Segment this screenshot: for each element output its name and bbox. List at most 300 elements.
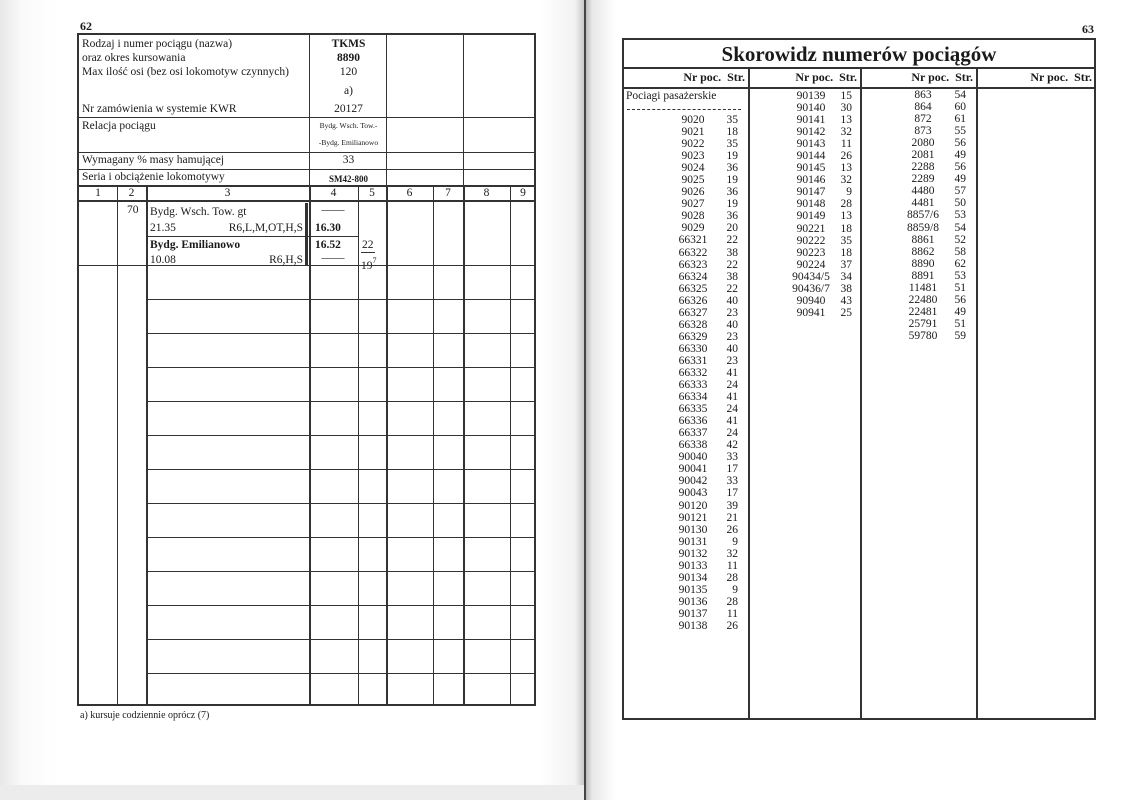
page-ref: 21 bbox=[726, 511, 738, 524]
train-number: 66332 bbox=[678, 366, 708, 379]
footnote: a) kursuje codziennie oprócz (7) bbox=[80, 710, 210, 721]
page-ref: 39 bbox=[726, 499, 738, 512]
train-number: 90434/5 bbox=[792, 270, 830, 283]
page-ref: 56 bbox=[954, 161, 966, 174]
index-entry bbox=[624, 500, 748, 512]
train-number: 59780 bbox=[908, 329, 938, 342]
train-number: 2081 bbox=[911, 149, 935, 162]
index-entry bbox=[624, 162, 748, 174]
train-number: 9020 bbox=[681, 114, 705, 126]
col5-bottom bbox=[361, 254, 377, 273]
train-number: 25791 bbox=[908, 317, 938, 330]
index-entry bbox=[748, 198, 860, 210]
page-edge-shadow bbox=[0, 785, 586, 800]
train-number: 90135 bbox=[678, 583, 708, 596]
train-number: 90149 bbox=[796, 210, 826, 223]
index-entry bbox=[624, 487, 748, 499]
page-ref: 51 bbox=[954, 317, 966, 330]
index-entry bbox=[624, 174, 748, 186]
index-entry bbox=[860, 101, 976, 113]
column-header bbox=[860, 70, 973, 85]
page-ref: 22 bbox=[726, 234, 738, 247]
train-number: 90222 bbox=[796, 234, 826, 247]
divider bbox=[79, 117, 534, 118]
divider bbox=[433, 185, 434, 706]
index-entry bbox=[860, 258, 976, 270]
index-entry bbox=[860, 222, 976, 234]
col5-superscript: 7 bbox=[372, 256, 377, 265]
page-ref: 25 bbox=[840, 306, 852, 319]
train-number: 66337 bbox=[678, 427, 708, 440]
station-km: 10.08 bbox=[150, 254, 176, 266]
page-ref: 60 bbox=[954, 101, 966, 114]
page-ref: 40 bbox=[726, 318, 738, 331]
page-ref: 9 bbox=[846, 186, 852, 199]
index-entry bbox=[860, 89, 976, 101]
page-ref: 49 bbox=[954, 305, 966, 318]
train-number: 863 bbox=[914, 89, 932, 101]
divider bbox=[146, 401, 534, 402]
index-entry bbox=[624, 210, 748, 222]
train-number: 90146 bbox=[796, 174, 826, 187]
index-entry bbox=[624, 620, 748, 632]
header-label-line: Nr zamówienia w systemie KWR bbox=[82, 103, 237, 115]
loco-value: SM42-800 bbox=[329, 174, 368, 184]
page-ref: 36 bbox=[726, 210, 738, 223]
index-entry bbox=[624, 114, 748, 126]
index-entry bbox=[860, 137, 976, 149]
train-number: 66329 bbox=[678, 330, 708, 343]
page-ref: 52 bbox=[954, 233, 966, 246]
train-number: 90134 bbox=[678, 571, 708, 584]
column-number: 9 bbox=[520, 187, 526, 199]
index-entry bbox=[624, 222, 748, 234]
section-label: Pociagi pasażerskie bbox=[626, 90, 717, 102]
page-ref: 17 bbox=[726, 463, 738, 476]
page-ref: 53 bbox=[954, 209, 966, 222]
divider bbox=[117, 185, 118, 706]
divider bbox=[146, 299, 534, 300]
divider bbox=[146, 571, 534, 572]
page-ref: 38 bbox=[840, 282, 852, 295]
header-label-line: Rodzaj i numer pociągu (nazwa) bbox=[82, 38, 233, 50]
index-entry bbox=[624, 259, 748, 271]
train-number: 4481 bbox=[911, 197, 935, 210]
train-number: 66331 bbox=[678, 354, 708, 367]
index-entry bbox=[624, 150, 748, 162]
column-number: 2 bbox=[128, 187, 135, 199]
column-header bbox=[748, 70, 857, 85]
divider bbox=[463, 35, 464, 185]
train-number: 90139 bbox=[796, 90, 826, 102]
page-ref: 22 bbox=[726, 282, 738, 295]
train-number: 2080 bbox=[911, 137, 935, 150]
train-number: 8861 bbox=[911, 233, 935, 246]
column-number: 4 bbox=[330, 187, 337, 199]
train-number: 90148 bbox=[796, 198, 826, 211]
order-number: 20127 bbox=[334, 103, 363, 115]
train-index-table bbox=[622, 38, 1096, 720]
page-ref: 13 bbox=[840, 114, 852, 127]
right-page bbox=[586, 0, 1140, 800]
divider bbox=[146, 639, 534, 640]
page-ref: 61 bbox=[954, 113, 966, 126]
col5-bottom-value: 19 bbox=[361, 260, 373, 272]
page-ref: 9 bbox=[732, 583, 738, 596]
page-number-left: 62 bbox=[80, 19, 92, 33]
index-entry bbox=[748, 247, 860, 259]
divider bbox=[146, 435, 534, 436]
divider bbox=[309, 35, 310, 185]
train-number: 90141 bbox=[796, 114, 826, 127]
divider bbox=[146, 503, 534, 504]
column-number: 5 bbox=[369, 187, 375, 199]
relation-line-2: -Bydg. Emilianowo bbox=[318, 138, 379, 147]
page-ref: 34 bbox=[840, 270, 852, 283]
divider bbox=[146, 367, 534, 368]
station-name: Bydg. Emilianowo bbox=[150, 239, 241, 251]
index-entry bbox=[624, 560, 748, 572]
train-number: 90042 bbox=[678, 475, 708, 488]
column-header-nr: Nr poc. bbox=[1030, 70, 1069, 84]
index-entry bbox=[748, 295, 860, 307]
page-ref: 19 bbox=[726, 174, 738, 187]
station-codes: R6,H,S bbox=[269, 254, 303, 266]
train-number: 90142 bbox=[796, 126, 826, 139]
train-number: 66323 bbox=[678, 258, 708, 271]
train-number: 9028 bbox=[681, 210, 705, 223]
train-number: 4480 bbox=[911, 185, 935, 198]
index-entry bbox=[624, 307, 748, 319]
station-km: 21.35 bbox=[150, 222, 176, 234]
header-label-line: oraz okres kursowania bbox=[82, 52, 186, 64]
page-ref: 18 bbox=[840, 246, 852, 259]
divider bbox=[463, 185, 465, 706]
page-ref: 53 bbox=[954, 269, 966, 282]
divider bbox=[79, 169, 534, 170]
index-entry bbox=[748, 283, 860, 295]
train-number: 90436/7 bbox=[792, 282, 830, 295]
index-entry bbox=[624, 355, 748, 367]
train-number: 90120 bbox=[678, 499, 708, 512]
max-axles: 120 bbox=[339, 66, 358, 78]
train-number: 873 bbox=[914, 125, 932, 138]
loco-label: Seria i obciążenie lokomotywy bbox=[82, 171, 225, 183]
divider bbox=[305, 203, 308, 265]
index-entry bbox=[748, 271, 860, 283]
train-number: 66324 bbox=[678, 270, 708, 283]
column-header-nr: Nr poc. bbox=[911, 70, 950, 84]
page-ref: 32 bbox=[726, 547, 738, 560]
page-ref: 43 bbox=[840, 294, 852, 307]
page-ref: 49 bbox=[954, 173, 966, 186]
column-number: 3 bbox=[224, 187, 231, 199]
train-number: 90041 bbox=[678, 463, 708, 476]
train-number: 90130 bbox=[678, 523, 708, 536]
station-name: Bydg. Wsch. Tow. gt bbox=[150, 206, 247, 218]
index-entry bbox=[624, 138, 748, 150]
train-number: 66335 bbox=[678, 403, 708, 416]
page-ref: 36 bbox=[726, 186, 738, 199]
train-number: 90224 bbox=[796, 258, 826, 271]
page-ref: 22 bbox=[726, 258, 738, 271]
page-ref: 9 bbox=[732, 535, 738, 548]
arrival-time: 16.52 bbox=[315, 239, 341, 251]
train-number: 872 bbox=[914, 113, 932, 126]
index-entry bbox=[624, 391, 748, 403]
index-entry bbox=[624, 319, 748, 331]
column-header-str: Str. bbox=[955, 70, 973, 84]
header-label-line: Max ilość osi (bez osi lokomotyw czynnych) bbox=[82, 66, 289, 78]
index-column-1 bbox=[624, 114, 748, 632]
index-entry bbox=[748, 186, 860, 198]
page-ref: 32 bbox=[840, 126, 852, 139]
train-number: 8890 bbox=[337, 52, 360, 64]
relation-line-1: Bydg. Wsch. Tow.- bbox=[319, 121, 378, 130]
index-entry bbox=[860, 282, 976, 294]
departure-time: 16.30 bbox=[315, 222, 341, 234]
page-ref: 40 bbox=[726, 342, 738, 355]
index-entry bbox=[860, 149, 976, 161]
page-ref: 26 bbox=[726, 523, 738, 536]
train-number: 8862 bbox=[911, 245, 935, 258]
station-codes: R6,L,M,OT,H,S bbox=[228, 222, 303, 234]
train-category: TKMS bbox=[331, 38, 366, 50]
divider bbox=[624, 87, 1094, 89]
divider bbox=[79, 152, 534, 153]
brake-label: Wymagany % masy hamującej bbox=[82, 154, 225, 166]
divider bbox=[146, 185, 148, 706]
column-number: 8 bbox=[483, 187, 490, 199]
page-ref: 19 bbox=[726, 150, 738, 163]
page-ref: 18 bbox=[726, 126, 738, 139]
page-ref: 57 bbox=[954, 185, 966, 198]
section-rule bbox=[627, 109, 741, 110]
train-number: 90221 bbox=[796, 222, 826, 235]
page-ref: 38 bbox=[726, 246, 738, 259]
page-ref: 17 bbox=[726, 487, 738, 500]
index-entry bbox=[624, 271, 748, 283]
divider bbox=[146, 605, 534, 606]
column-number: 1 bbox=[95, 187, 101, 199]
train-number: 90043 bbox=[678, 487, 708, 500]
index-entry bbox=[860, 330, 976, 342]
divider bbox=[309, 236, 358, 237]
index-entry bbox=[624, 379, 748, 391]
divider bbox=[146, 236, 309, 237]
index-entry bbox=[624, 608, 748, 620]
column-number: 6 bbox=[406, 187, 413, 199]
index-entry bbox=[624, 524, 748, 536]
divider bbox=[79, 265, 534, 266]
page-ref: 26 bbox=[726, 619, 738, 632]
page-ref: 42 bbox=[726, 439, 738, 452]
train-number: 2289 bbox=[911, 173, 935, 186]
index-entry bbox=[860, 306, 976, 318]
page-ref: 15 bbox=[840, 90, 852, 102]
page-ref: 26 bbox=[840, 150, 852, 163]
index-entry bbox=[624, 451, 748, 463]
index-entry bbox=[624, 463, 748, 475]
index-entry bbox=[624, 126, 748, 138]
brake-value: 33 bbox=[342, 154, 355, 166]
column-header bbox=[624, 70, 745, 85]
train-number: 66333 bbox=[678, 379, 708, 392]
divider bbox=[146, 469, 534, 470]
index-entry bbox=[624, 367, 748, 379]
page-ref: 23 bbox=[726, 354, 738, 367]
index-entry bbox=[860, 318, 976, 330]
train-number: 9026 bbox=[681, 186, 705, 199]
index-entry bbox=[860, 113, 976, 125]
page-ref: 20 bbox=[726, 222, 738, 235]
index-entry bbox=[860, 246, 976, 258]
train-number: 8891 bbox=[911, 269, 935, 282]
page-ref: 41 bbox=[726, 391, 738, 404]
page-ref: 41 bbox=[726, 366, 738, 379]
column-header-str: Str. bbox=[1074, 70, 1092, 84]
divider bbox=[976, 67, 978, 718]
train-number: 90132 bbox=[678, 547, 708, 560]
page-ref: 13 bbox=[840, 210, 852, 223]
index-entry bbox=[748, 162, 860, 174]
index-entry bbox=[624, 439, 748, 451]
train-number: 66336 bbox=[678, 415, 708, 428]
train-number: 90940 bbox=[796, 294, 826, 307]
train-number: 90131 bbox=[678, 535, 708, 548]
index-entry bbox=[860, 125, 976, 137]
train-number: 90136 bbox=[678, 595, 708, 608]
page-ref: 23 bbox=[726, 306, 738, 319]
page-ref: 33 bbox=[726, 451, 738, 464]
index-entry bbox=[860, 294, 976, 306]
train-number: 2288 bbox=[911, 161, 935, 174]
index-entry bbox=[748, 102, 860, 114]
divider bbox=[386, 35, 387, 185]
train-number: 66330 bbox=[678, 342, 708, 355]
divider bbox=[146, 673, 534, 674]
page-ref: 35 bbox=[726, 138, 738, 151]
page-ref: 35 bbox=[726, 114, 738, 126]
index-entry bbox=[748, 126, 860, 138]
divider bbox=[146, 537, 534, 538]
divider bbox=[358, 185, 359, 706]
train-number: 90140 bbox=[796, 102, 826, 115]
index-entry bbox=[748, 138, 860, 150]
page-ref: 32 bbox=[840, 174, 852, 187]
train-number: 8890 bbox=[911, 257, 935, 270]
index-entry bbox=[748, 259, 860, 271]
page-ref: 36 bbox=[726, 162, 738, 175]
index-entry bbox=[624, 295, 748, 307]
index-entry bbox=[860, 270, 976, 282]
col5-top: 22 bbox=[362, 239, 374, 251]
divider bbox=[624, 67, 1094, 69]
arrival-time: —— bbox=[321, 204, 345, 216]
page-ref: 24 bbox=[726, 379, 738, 392]
index-entry bbox=[624, 512, 748, 524]
page-ref: 28 bbox=[726, 595, 738, 608]
train-number: 22480 bbox=[908, 293, 938, 306]
index-entry bbox=[624, 536, 748, 548]
index-entry bbox=[860, 197, 976, 209]
page-ref: 49 bbox=[954, 149, 966, 162]
index-entry bbox=[748, 307, 860, 319]
train-number: 90133 bbox=[678, 559, 708, 572]
page-ref: 37 bbox=[840, 258, 852, 271]
index-entry bbox=[748, 114, 860, 126]
period-note: a) bbox=[344, 85, 353, 97]
index-entry bbox=[624, 548, 748, 560]
train-number: 11481 bbox=[908, 281, 938, 294]
page-ref: 54 bbox=[954, 89, 966, 101]
column-header-str: Str. bbox=[839, 70, 857, 84]
page-ref: 24 bbox=[726, 403, 738, 416]
page-ref: 55 bbox=[954, 125, 966, 138]
divider bbox=[146, 333, 534, 334]
index-entry bbox=[624, 415, 748, 427]
index-entry bbox=[624, 584, 748, 596]
index-entry bbox=[624, 283, 748, 295]
train-number: 66322 bbox=[678, 246, 708, 259]
index-entry bbox=[748, 210, 860, 222]
page-ref: 23 bbox=[726, 330, 738, 343]
train-number: 22481 bbox=[908, 305, 938, 318]
page-ref: 28 bbox=[726, 571, 738, 584]
page-ref: 50 bbox=[954, 197, 966, 210]
train-number: 9022 bbox=[681, 138, 705, 151]
timetable-table bbox=[77, 33, 536, 706]
page-ref: 51 bbox=[954, 281, 966, 294]
train-number: 9029 bbox=[681, 222, 705, 235]
page-ref: 35 bbox=[840, 234, 852, 247]
index-entry bbox=[748, 174, 860, 186]
page-ref: 19 bbox=[726, 198, 738, 211]
column-header-nr: Nr poc. bbox=[795, 70, 834, 84]
train-number: 9024 bbox=[681, 162, 705, 175]
index-entry bbox=[748, 235, 860, 247]
column-header-nr: Nr poc. bbox=[683, 70, 722, 84]
divider bbox=[386, 185, 388, 706]
relation-label: Relacja pociągu bbox=[82, 120, 156, 132]
page-ref: 13 bbox=[840, 162, 852, 175]
train-number: 90144 bbox=[796, 150, 826, 163]
index-entry bbox=[624, 572, 748, 584]
train-number: 90147 bbox=[796, 186, 826, 199]
index-entry bbox=[860, 185, 976, 197]
page-ref: 40 bbox=[726, 294, 738, 307]
train-number: 66338 bbox=[678, 439, 708, 452]
train-number: 90138 bbox=[678, 619, 708, 632]
index-entry bbox=[624, 186, 748, 198]
page-ref: 38 bbox=[726, 270, 738, 283]
page-ref: 11 bbox=[726, 607, 738, 620]
page-ref: 56 bbox=[954, 293, 966, 306]
train-number: 90040 bbox=[678, 451, 708, 464]
index-entry bbox=[860, 209, 976, 221]
index-column-3 bbox=[860, 89, 976, 342]
train-number: 66321 bbox=[678, 234, 708, 247]
index-entry bbox=[624, 427, 748, 439]
index-column-2 bbox=[748, 90, 860, 319]
page-ref: 41 bbox=[726, 415, 738, 428]
train-number: 9025 bbox=[681, 174, 705, 187]
page-ref: 11 bbox=[840, 138, 852, 151]
index-entry bbox=[624, 475, 748, 487]
page-ref: 18 bbox=[840, 222, 852, 235]
column-header-str: Str. bbox=[727, 70, 745, 84]
index-entry bbox=[624, 198, 748, 210]
